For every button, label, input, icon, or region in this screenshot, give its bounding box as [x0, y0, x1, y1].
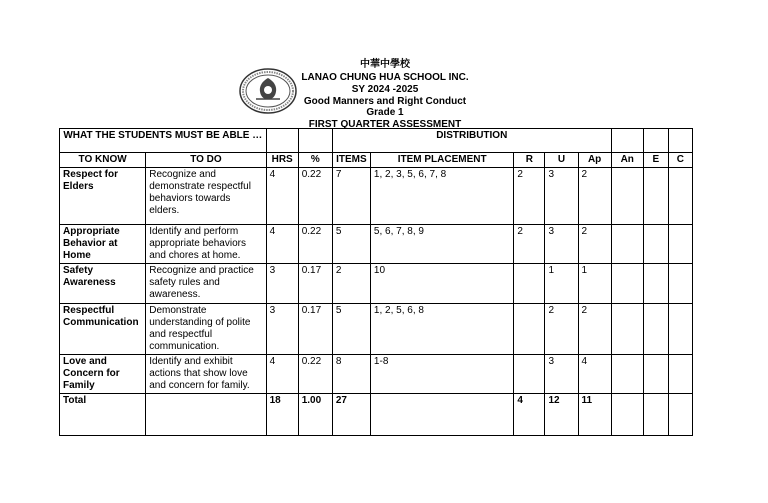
item-placement-cell: 1-8: [370, 355, 513, 394]
group-header-row: [60, 129, 693, 153]
total-hrs: 18: [266, 394, 298, 436]
col-e: E: [643, 153, 668, 168]
to-do-cell: Identify and exhibit actions that show love and concern for family.: [146, 355, 266, 394]
item-placement-cell: 10: [370, 264, 513, 304]
hrs-cell: 3: [266, 304, 298, 355]
c-cell: [668, 355, 692, 394]
u-cell: 3: [545, 225, 578, 264]
c-cell: [668, 394, 692, 436]
items-cell: 5: [332, 304, 370, 355]
ap-cell: 2: [578, 168, 611, 225]
item-placement-cell: 1, 2, 3, 5, 6, 7, 8: [370, 168, 513, 225]
percent-cell: 0.22: [298, 168, 332, 225]
an-cell: [611, 264, 643, 304]
subject-title: Good Manners and Right Conduct: [303, 96, 467, 107]
col-an: An: [611, 153, 643, 168]
r-cell: [514, 355, 545, 394]
r-cell: [514, 264, 545, 304]
u-cell: 3: [545, 355, 578, 394]
assessment-title: FIRST QUARTER ASSESSMENT: [308, 119, 462, 130]
group-header-left: WHAT THE STUDENTS MUST BE ABLE …: [60, 129, 267, 153]
group-header-distribution: DISTRIBUTION: [332, 129, 611, 153]
total-items: 27: [332, 394, 370, 436]
e-cell: [643, 225, 668, 264]
e-cell: [643, 168, 668, 225]
to-do-cell: Recognize and practice safety rules and awareness.: [146, 264, 266, 304]
percent-cell: 0.17: [298, 264, 332, 304]
hrs-cell: 3: [266, 264, 298, 304]
hrs-cell: 4: [266, 225, 298, 264]
chinese-school-name: 中華中學校: [360, 59, 410, 70]
column-header-row: [60, 153, 693, 168]
items-cell: 7: [332, 168, 370, 225]
item-placement-cell: [370, 394, 513, 436]
table-row: [60, 225, 693, 264]
hrs-cell: 4: [266, 168, 298, 225]
table-row: [60, 304, 693, 355]
to-know-cell: Love and Concern for Family: [60, 355, 146, 394]
to-know-cell: Safety Awareness: [60, 264, 146, 304]
percent-cell: 0.22: [298, 355, 332, 394]
ap-cell: 1: [578, 264, 611, 304]
c-cell: [668, 225, 692, 264]
total-u: 12: [545, 394, 578, 436]
ap-cell: 2: [578, 225, 611, 264]
col-hrs: HRS: [266, 153, 298, 168]
to-know-cell: Respectful Communication: [60, 304, 146, 355]
c-cell: [668, 304, 692, 355]
table-row: [60, 355, 693, 394]
total-ap: 11: [578, 394, 611, 436]
col-percent: %: [298, 153, 332, 168]
col-item-placement: ITEM PLACEMENT: [370, 153, 513, 168]
col-to-know: TO KNOW: [60, 153, 146, 168]
col-u: U: [545, 153, 578, 168]
r-cell: 2: [514, 225, 545, 264]
c-cell: [668, 264, 692, 304]
an-cell: [611, 304, 643, 355]
item-placement-cell: 5, 6, 7, 8, 9: [370, 225, 513, 264]
assessment-table: [59, 128, 693, 436]
table-row: [60, 168, 693, 225]
r-cell: [514, 304, 545, 355]
to-do-cell: [146, 394, 266, 436]
col-ap: Ap: [578, 153, 611, 168]
percent-cell: 0.22: [298, 225, 332, 264]
ap-cell: 4: [578, 355, 611, 394]
grade-level: Grade 1: [366, 107, 404, 118]
to-do-cell: Identify and perform appropriate behaviors and chores at home.: [146, 225, 266, 264]
items-cell: 5: [332, 225, 370, 264]
col-r: R: [514, 153, 545, 168]
table-row: [60, 264, 693, 304]
r-cell: 2: [514, 168, 545, 225]
to-know-cell: Appropriate Behavior at Home: [60, 225, 146, 264]
percent-cell: 0.17: [298, 304, 332, 355]
to-do-cell: Recognize and demonstrate respectful behaviors towards elders.: [146, 168, 266, 225]
e-cell: [643, 394, 668, 436]
total-row: [60, 394, 693, 436]
hrs-cell: 4: [266, 355, 298, 394]
an-cell: [611, 394, 643, 436]
total-label: Total: [60, 394, 146, 436]
an-cell: [611, 225, 643, 264]
col-to-do: TO DO: [146, 153, 266, 168]
total-r: 4: [514, 394, 545, 436]
e-cell: [643, 264, 668, 304]
to-know-cell: Respect for Elders: [60, 168, 146, 225]
items-cell: 8: [332, 355, 370, 394]
e-cell: [643, 355, 668, 394]
col-c: C: [668, 153, 692, 168]
item-placement-cell: 1, 2, 5, 6, 8: [370, 304, 513, 355]
an-cell: [611, 168, 643, 225]
school-year: SY 2024 -2025: [351, 84, 419, 95]
an-cell: [611, 355, 643, 394]
to-do-cell: Demonstrate understanding of polite and respectful communication.: [146, 304, 266, 355]
col-items: ITEMS: [332, 153, 370, 168]
school-seal-logo: [239, 68, 297, 114]
u-cell: 1: [545, 264, 578, 304]
c-cell: [668, 168, 692, 225]
school-name: LANAO CHUNG HUA SCHOOL INC.: [301, 72, 469, 83]
u-cell: 2: [545, 304, 578, 355]
items-cell: 2: [332, 264, 370, 304]
total-percent: 1.00: [298, 394, 332, 436]
u-cell: 3: [545, 168, 578, 225]
ap-cell: 2: [578, 304, 611, 355]
e-cell: [643, 304, 668, 355]
